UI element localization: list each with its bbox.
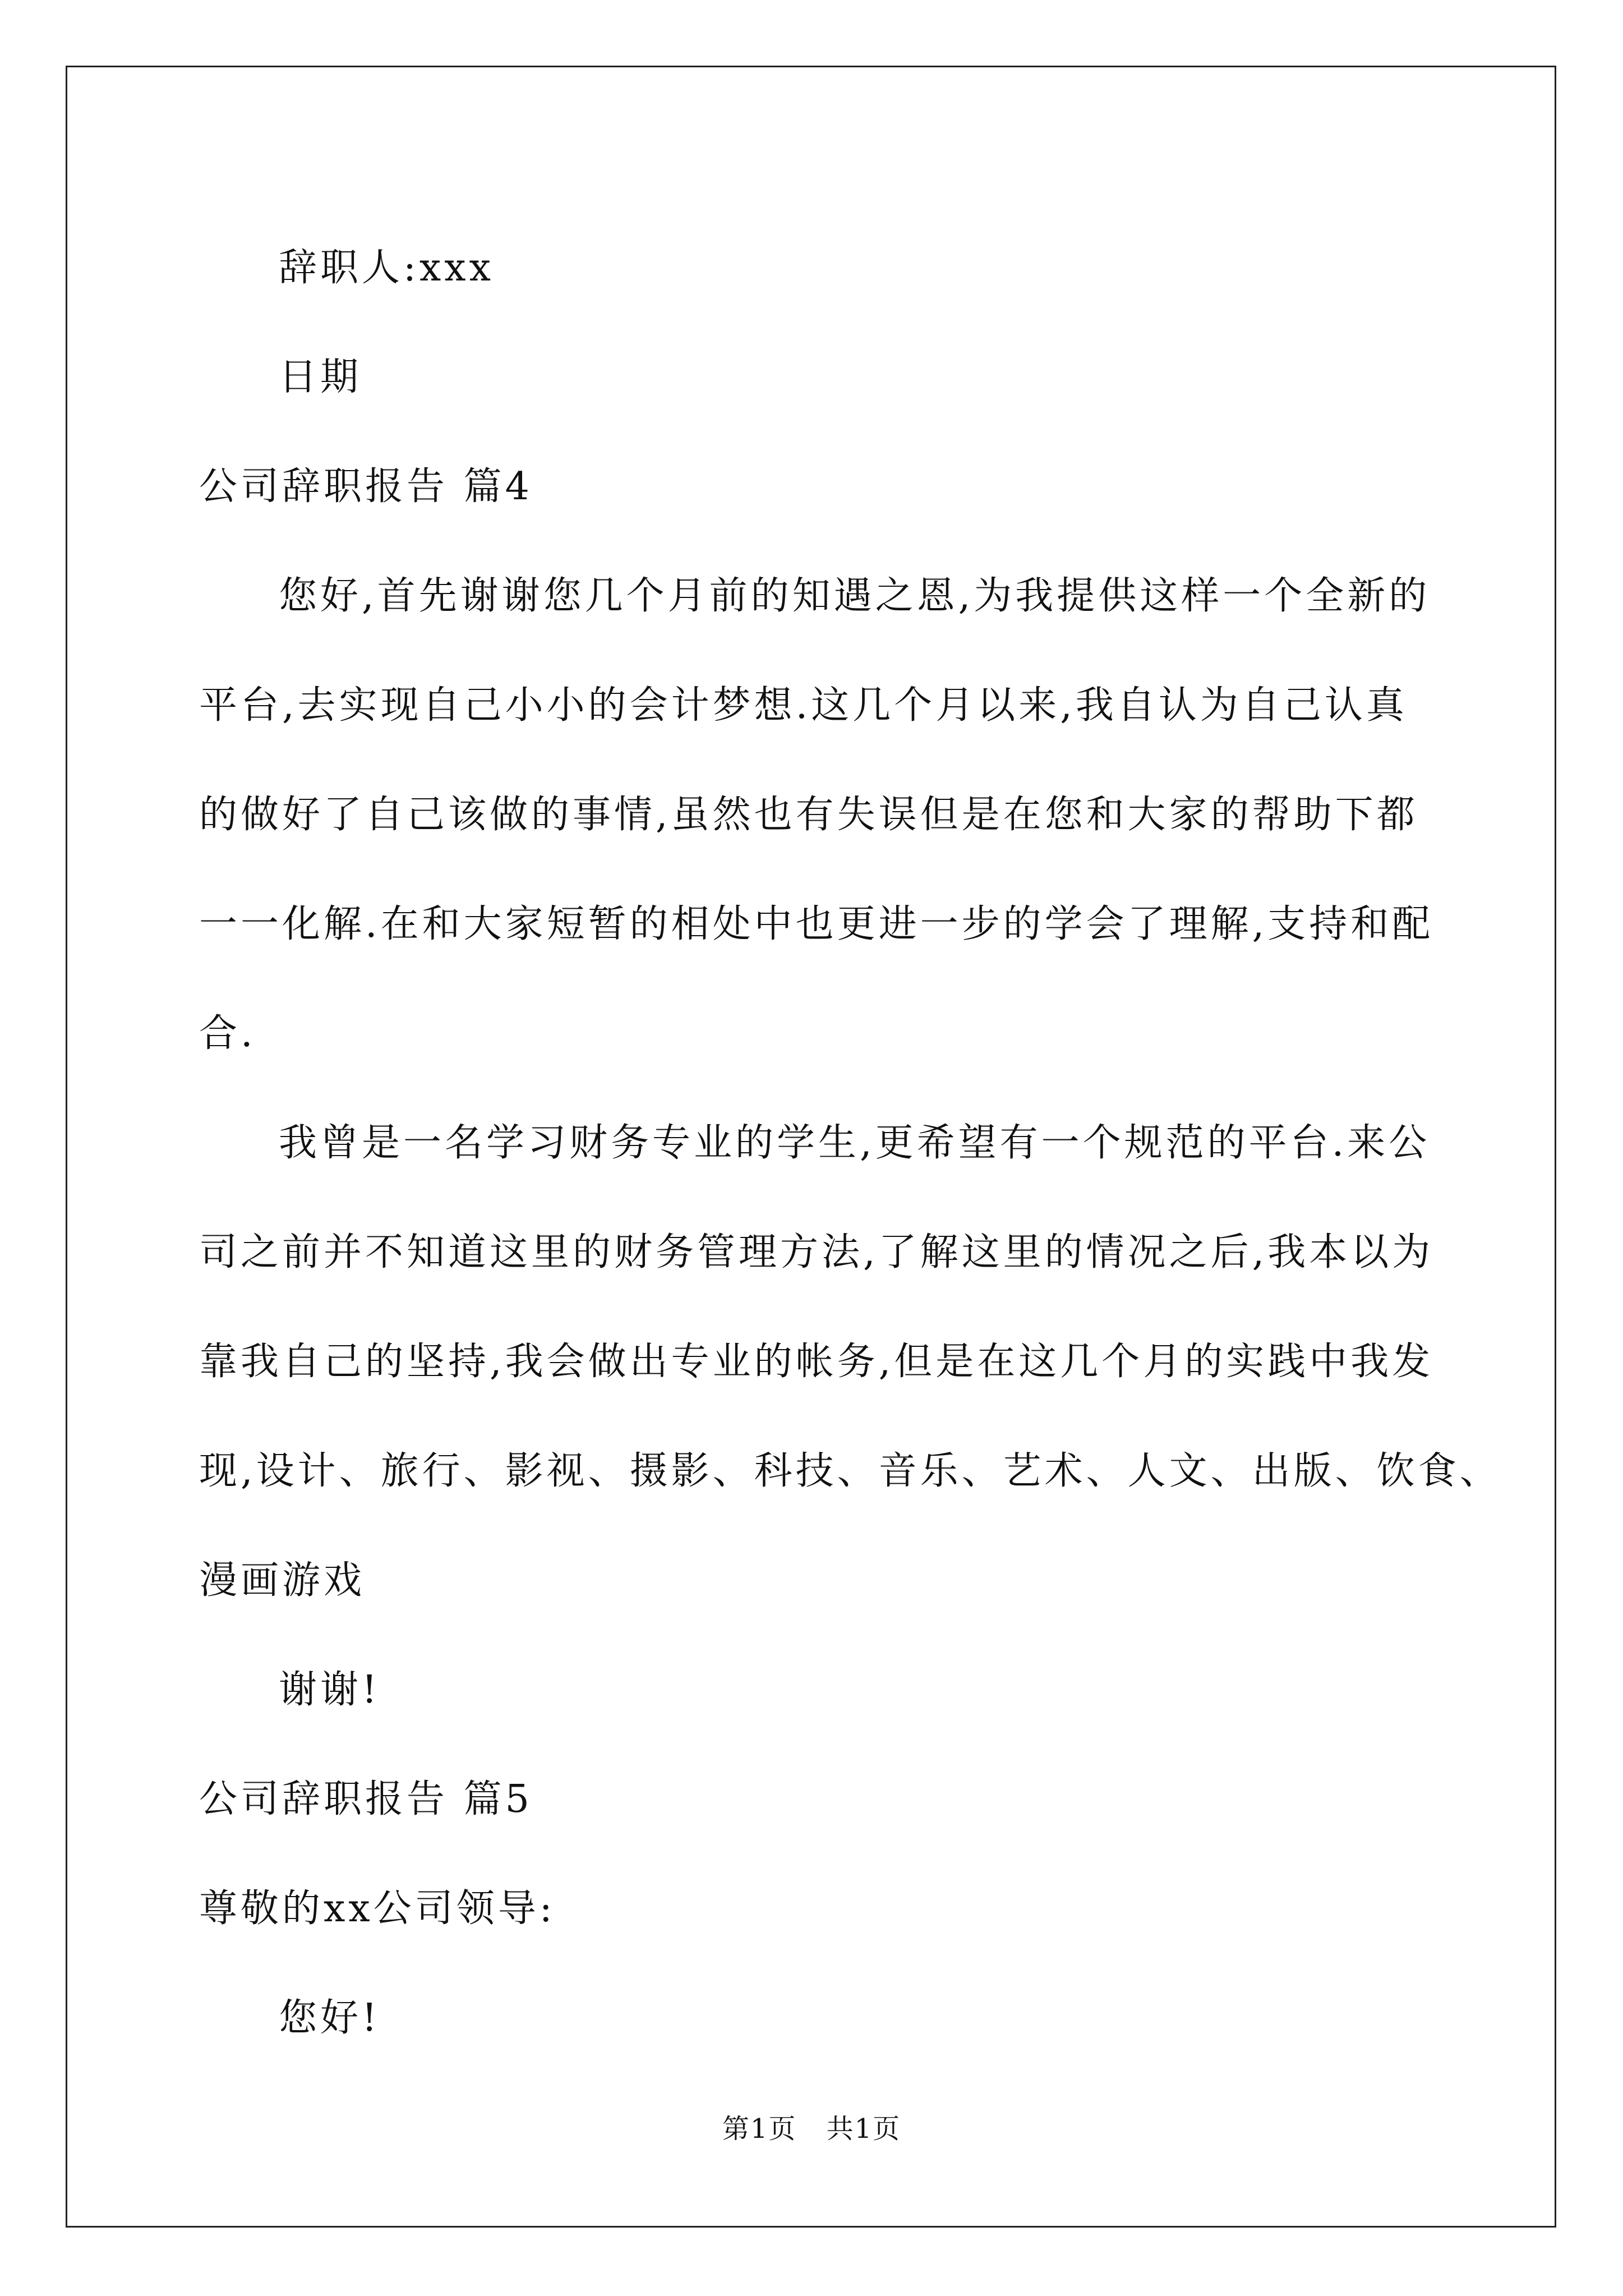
page-total: 共1页 <box>826 2113 901 2145</box>
greeting-line: 您好! <box>279 1996 381 2040</box>
paragraph-line: 现,设计、旅行、影视、摄影、科技、音乐、艺术、人文、出版、饮食、 <box>199 1449 1501 1493</box>
section-heading-4: 公司辞职报告 篇4 <box>199 464 533 509</box>
document-body <box>199 213 1501 2073</box>
paragraph-line: 平台,去实现自己小小的会计梦想.这几个月以来,我自认为自己认真 <box>199 683 1408 728</box>
signature-line: 辞职人:xxx <box>279 246 494 290</box>
date-line: 日期 <box>279 355 362 399</box>
paragraph-line: 您好,首先谢谢您几个月前的知遇之恩,为我提供这样一个全新的 <box>279 574 1431 618</box>
thanks-line: 谢谢! <box>279 1668 381 1712</box>
section-heading-5: 公司辞职报告 篇5 <box>199 1777 533 1821</box>
paragraph-line: 的做好了自己该做的事情,虽然也有失误但是在您和大家的帮助下都 <box>199 793 1418 837</box>
page-footer <box>0 2112 1623 2146</box>
page-number: 第1页 <box>722 2113 797 2145</box>
paragraph-line: 司之前并不知道这里的财务管理方法,了解这里的情况之后,我本以为 <box>199 1230 1434 1274</box>
salutation-line: 尊敬的xx公司领导: <box>199 1887 556 1931</box>
paragraph-line: 靠我自己的坚持,我会做出专业的帐务,但是在这几个月的实践中我发 <box>199 1340 1434 1384</box>
paragraph-line: 漫画游戏 <box>199 1558 366 1603</box>
paragraph-line: 我曾是一名学习财务专业的学生,更希望有一个规范的平台.来公 <box>279 1121 1431 1165</box>
paragraph-line: 一一化解.在和大家短暂的相处中也更进一步的学会了理解,支持和配 <box>199 902 1434 946</box>
paragraph-line: 合. <box>199 1011 256 1056</box>
